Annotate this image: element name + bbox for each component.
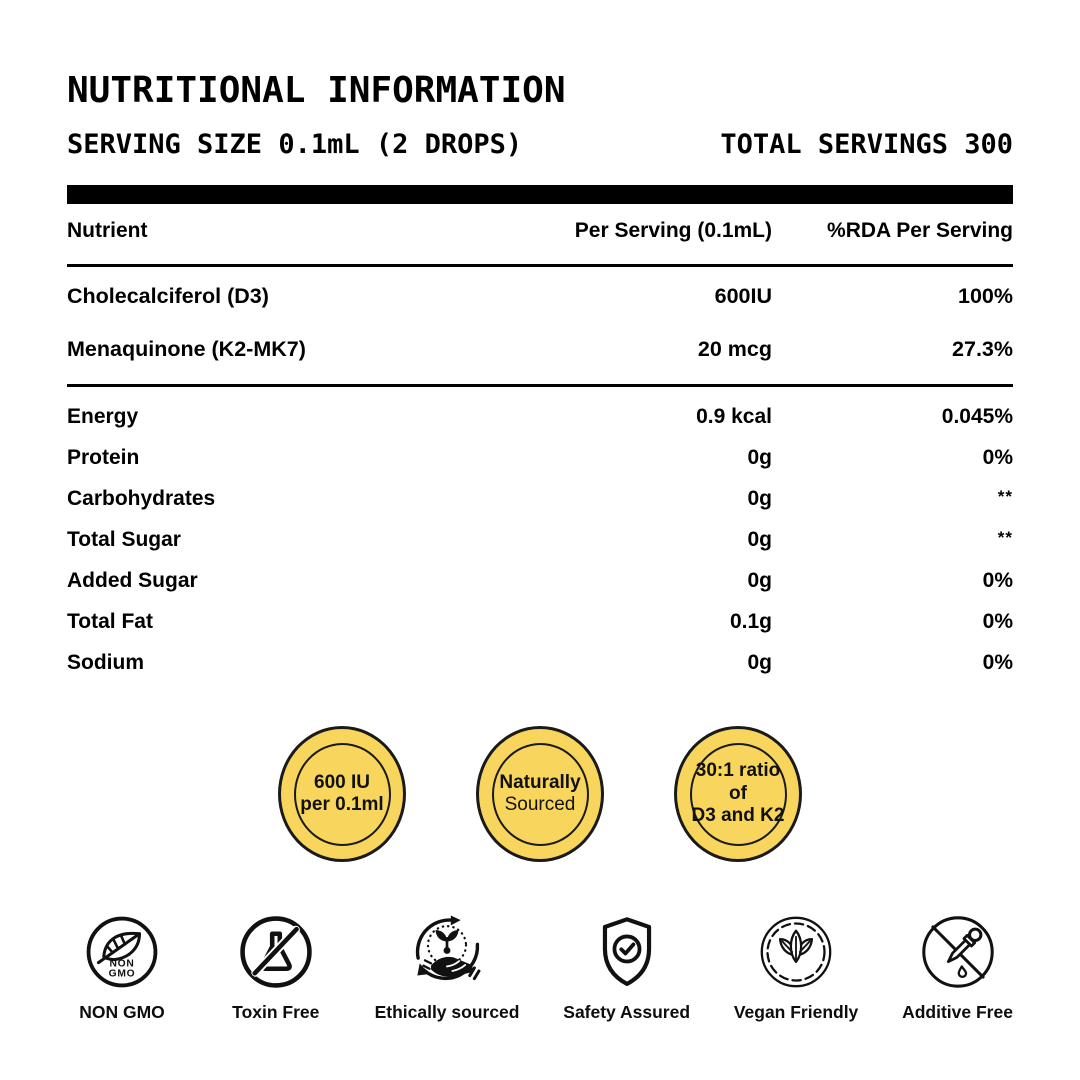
badge-line: 30:1 ratio of — [695, 760, 781, 804]
table-row — [67, 478, 1013, 519]
rda-cell: ** — [997, 527, 1013, 547]
per-serving-cell: 0.1g — [729, 609, 772, 633]
nutrient-cell: Total Fat — [67, 609, 153, 633]
badge-600iu-inner — [294, 743, 391, 846]
badge-row — [0, 726, 1080, 866]
badge-naturally-sourced-inner — [492, 743, 589, 846]
badge-line: Naturally — [499, 771, 581, 793]
feature-vegan-friendly — [734, 914, 858, 1023]
table-row — [67, 601, 1013, 642]
table-row — [67, 323, 1013, 376]
feature-non-gmo — [67, 914, 177, 1023]
badge-ratio-inner — [690, 743, 787, 846]
feature-label: NON GMO — [79, 1002, 165, 1022]
features-row — [67, 914, 1013, 1023]
badge-line: Sourced — [504, 794, 576, 815]
serving-size-text: SERVING SIZE 0.1mL (2 DROPS) — [67, 129, 523, 160]
badge-line: per 0.1ml — [300, 794, 384, 815]
non-gmo-icon — [84, 914, 160, 990]
badge-line: 600 IU — [314, 771, 370, 793]
rda-cell: 0% — [982, 568, 1013, 592]
table-row — [67, 519, 1013, 560]
table-row — [67, 270, 1013, 323]
per-serving-cell: 0g — [747, 486, 772, 510]
table-row — [67, 560, 1013, 601]
rda-cell: 27.3% — [952, 337, 1013, 361]
per-serving-cell: 0g — [747, 527, 772, 551]
per-serving-cell: 600IU — [714, 284, 772, 308]
toxin-free-icon — [238, 914, 314, 990]
badge-naturally-sourced — [476, 726, 604, 862]
col-header-per-serving: Per Serving (0.1mL) — [574, 219, 772, 242]
badge-ratio — [674, 726, 802, 862]
per-serving-cell: 0g — [747, 445, 772, 469]
rda-cell: 0% — [982, 650, 1013, 674]
rda-cell: 0% — [982, 609, 1013, 633]
per-serving-cell: 20 mcg — [697, 337, 772, 361]
table-row — [67, 437, 1013, 478]
feature-toxin-free — [221, 914, 331, 1023]
nutrient-cell: Total Sugar — [67, 527, 181, 551]
per-serving-cell: 0g — [747, 568, 772, 592]
nutrient-cell: Cholecalciferol (D3) — [67, 284, 269, 308]
non-gmo-icon-text: GMO — [108, 968, 136, 980]
table-row — [67, 642, 1013, 683]
feature-ethically-sourced — [375, 914, 520, 1023]
feature-additive-free — [902, 914, 1013, 1023]
rda-cell: ** — [997, 486, 1013, 506]
primary-nutrient-rows — [67, 270, 1013, 376]
feature-safety-assured — [563, 914, 690, 1023]
feature-label: Ethically sourced — [374, 1002, 520, 1022]
nutrient-cell: Menaquinone (K2-MK7) — [67, 337, 306, 361]
table-header-row — [67, 219, 1013, 243]
divider-bar — [67, 185, 1013, 204]
col-header-nutrient: Nutrient — [67, 219, 148, 242]
nutrient-cell: Energy — [67, 404, 139, 428]
per-serving-cell: 0.9 kcal — [696, 404, 772, 428]
serving-info-row — [67, 129, 1013, 160]
section-rule — [67, 384, 1013, 387]
rda-cell: 100% — [958, 284, 1013, 308]
nutrient-cell: Protein — [67, 445, 140, 469]
nutrient-cell: Added Sugar — [67, 568, 198, 592]
feature-label: Vegan Friendly — [733, 1002, 859, 1022]
rda-cell: 0% — [982, 445, 1013, 469]
total-servings-text: TOTAL SERVINGS 300 — [720, 129, 1013, 160]
non-gmo-icon-text: NON — [109, 958, 135, 970]
header-rule — [67, 264, 1013, 267]
table-row — [67, 396, 1013, 437]
secondary-nutrient-rows — [67, 396, 1013, 683]
safety-assured-icon — [589, 914, 665, 990]
per-serving-cell: 0g — [747, 650, 772, 674]
page-title: NUTRITIONAL INFORMATION — [67, 70, 566, 111]
nutrient-cell: Sodium — [67, 650, 144, 674]
ethically-sourced-icon — [409, 914, 485, 990]
feature-label: Toxin Free — [232, 1002, 320, 1022]
badge-600iu — [278, 726, 406, 862]
col-header-rda: %RDA Per Serving — [827, 219, 1013, 242]
nutrient-cell: Carbohydrates — [67, 486, 216, 510]
rda-cell: 0.045% — [941, 404, 1013, 428]
vegan-friendly-icon — [758, 914, 834, 990]
additive-free-icon — [920, 914, 996, 990]
feature-label: Additive Free — [902, 1002, 1013, 1022]
badge-line: D3 and K2 — [691, 805, 785, 827]
feature-label: Safety Assured — [563, 1002, 691, 1022]
